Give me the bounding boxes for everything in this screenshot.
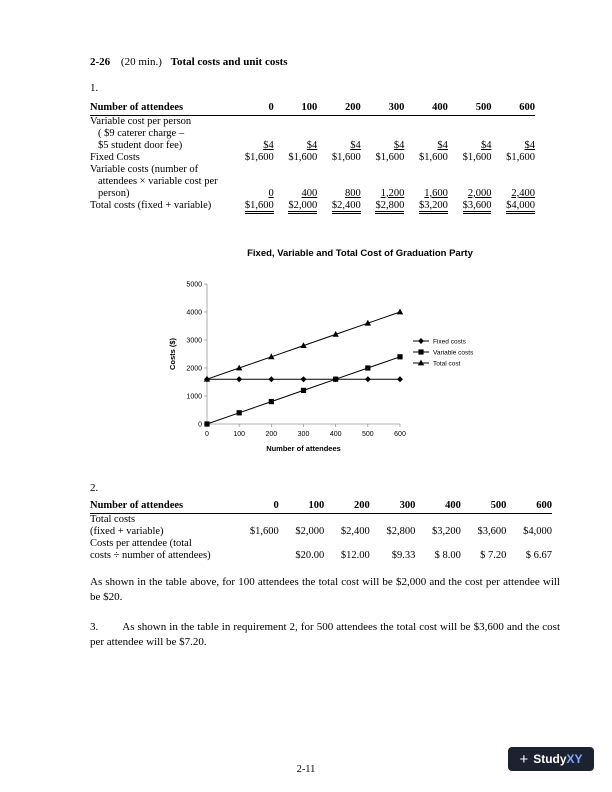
requirement-1-label: 1.	[90, 82, 99, 94]
legend-marker	[418, 338, 424, 344]
table-cell: $9.33	[391, 550, 416, 561]
column-header: 100	[279, 500, 325, 514]
column-header: 600	[506, 500, 552, 514]
table-cell: $20.00	[295, 550, 325, 561]
column-header: 500	[448, 102, 492, 116]
table-cell: $2,000	[295, 526, 325, 537]
table-cell: $1,600	[462, 152, 492, 163]
fixed-costs-point	[365, 376, 371, 382]
y-tick-label: 1000	[186, 393, 202, 401]
table-cell: $4	[437, 140, 448, 151]
table-cell: $2,800	[375, 200, 404, 214]
table-cell: $4	[350, 140, 361, 151]
table-cell: $1,600	[244, 152, 274, 163]
row-label: Fixed Costs	[90, 152, 140, 163]
chart-svg	[150, 248, 530, 458]
table-row	[90, 116, 535, 153]
y-tick-label: 5000	[186, 281, 202, 289]
table-cell: $3,200	[419, 200, 448, 214]
x-tick-label: 100	[233, 431, 246, 438]
table-cell: $1,600	[288, 152, 318, 163]
total-cost-point	[397, 309, 403, 315]
problem-number: 2-26	[90, 56, 111, 68]
column-header: 400	[415, 500, 461, 514]
table-cell: $4,000	[506, 200, 535, 214]
column-header: 200	[317, 102, 361, 116]
table-cell: $3,600	[477, 526, 507, 537]
requirement-2-label: 2.	[90, 482, 99, 494]
table-cell: $1,600	[375, 152, 405, 163]
y-tick-label: 0	[198, 421, 202, 429]
paragraph-text: As shown in the table in requirement 2, for 500 attendees the total cost will be $3,600 and the cost per attendee will be $7.20.	[90, 621, 560, 648]
column-header: 300	[370, 500, 416, 514]
table-cell: $1,600	[249, 526, 279, 537]
table-cell: 2,000	[467, 188, 492, 199]
table-cell: $3,200	[432, 526, 461, 537]
table-row	[90, 514, 552, 539]
table-cell: $4	[393, 140, 405, 151]
y-tick-label: 2000	[186, 365, 202, 373]
table-cell: $4	[524, 140, 535, 151]
x-axis-label: Number of attendees	[266, 444, 341, 453]
column-header: 600	[491, 102, 535, 116]
x-tick-label: 600	[394, 431, 406, 438]
cost-table-1	[90, 102, 535, 212]
table-cell: $1,600	[419, 152, 448, 163]
table-cell: $4,000	[523, 526, 552, 537]
plus-icon: +	[519, 750, 529, 768]
x-tick-label: 500	[361, 431, 374, 438]
table-cell: $1,600	[506, 152, 535, 163]
table-cell: $1,600	[245, 200, 274, 214]
column-header: 0	[230, 102, 274, 116]
variable-costs-point	[237, 410, 242, 415]
table-cell: $12.00	[340, 550, 370, 561]
table-cell: $2,400	[340, 526, 370, 537]
table-cell: 800	[345, 188, 361, 199]
table-cell: $4	[480, 140, 492, 151]
y-axis-label: Costs ($)	[168, 337, 177, 371]
paragraph-answer-2: As shown in the table above, for 100 attendees the total cost will be $2,000 and the cost per attendee will be $20.	[90, 576, 560, 603]
y-tick-label: 3000	[186, 337, 202, 345]
page-number: 2-11	[296, 764, 316, 775]
chart-title: Fixed, Variable and Total Cost of Graduation Party	[247, 248, 473, 259]
table-cell: $ 6.67	[525, 550, 552, 561]
x-tick-label: 400	[329, 431, 342, 438]
legend-label: Total cost	[433, 360, 461, 368]
legend-label: Fixed costs	[433, 338, 466, 346]
logo-text: StudyXY	[533, 752, 583, 766]
fixed-costs-point	[301, 376, 307, 382]
table-cell	[233, 538, 279, 562]
table-cell: $2,400	[332, 200, 361, 214]
table-cell: 0	[268, 188, 274, 199]
column-header: Number of attendees	[90, 500, 233, 514]
table-header-row	[90, 102, 535, 116]
fixed-costs-point	[236, 376, 242, 382]
table-cell: $3,600	[463, 200, 492, 214]
variable-costs-point	[333, 377, 338, 382]
column-header: 0	[233, 500, 279, 514]
column-header: Number of attendees	[90, 102, 230, 116]
problem-time: (20 min.)	[120, 56, 162, 68]
cost-table-2	[90, 500, 552, 562]
x-tick-label: 0	[205, 431, 209, 438]
table-cell: 1,200	[380, 188, 405, 199]
column-header: 400	[404, 102, 448, 116]
variable-costs-point	[204, 421, 209, 426]
table-header-row	[90, 500, 552, 514]
fixed-costs-point	[268, 376, 274, 382]
table-cell: 400	[301, 188, 318, 199]
table-cell: 2,400	[511, 188, 535, 199]
x-tick-label: 300	[297, 431, 310, 438]
problem-heading	[90, 56, 288, 68]
table-cell: $ 7.20	[480, 550, 507, 561]
table-cell: $4	[306, 140, 318, 151]
problem-title: Total costs and unit costs	[170, 56, 288, 68]
column-header: 300	[361, 102, 405, 116]
x-tick-label: 200	[265, 431, 278, 438]
table-row	[90, 152, 535, 164]
variable-costs-point	[397, 354, 402, 359]
paragraph-number: 3.	[90, 621, 99, 633]
row-label: Total costs (fixed + variable)	[90, 514, 164, 537]
row-label: Variable cost per person ( $9 caterer charge – $5 student door fee)	[90, 116, 192, 151]
table-row	[90, 538, 552, 562]
column-header: 200	[324, 500, 370, 514]
row-label: Total costs (fixed + variable)	[90, 200, 212, 211]
variable-costs-point	[365, 365, 370, 370]
table-cell: $2,000	[288, 200, 317, 214]
row-label: Costs per attendee (total costs ÷ number of attendees)	[90, 538, 211, 561]
table-cell: $1,600	[331, 152, 361, 163]
legend-marker	[418, 349, 423, 354]
studyxy-logo[interactable]	[508, 747, 594, 771]
table-cell: $ 8.00	[434, 550, 461, 561]
legend-label: Variable costs	[433, 349, 474, 357]
table-cell: $2,800	[386, 526, 416, 537]
table-row	[90, 200, 535, 212]
variable-costs-point	[269, 399, 274, 404]
paragraph-answer-3	[90, 620, 560, 650]
y-tick-label: 4000	[186, 309, 202, 317]
column-header: 500	[461, 500, 507, 514]
row-label: Variable costs (number of attendees × variable cost per person)	[90, 164, 218, 199]
fixed-costs-point	[397, 376, 403, 382]
table-cell: $4	[263, 140, 274, 151]
table-row	[90, 164, 535, 200]
cost-chart	[150, 248, 530, 458]
variable-costs-point	[301, 388, 306, 393]
column-header: 100	[274, 102, 318, 116]
table-cell: 1,600	[424, 188, 448, 199]
